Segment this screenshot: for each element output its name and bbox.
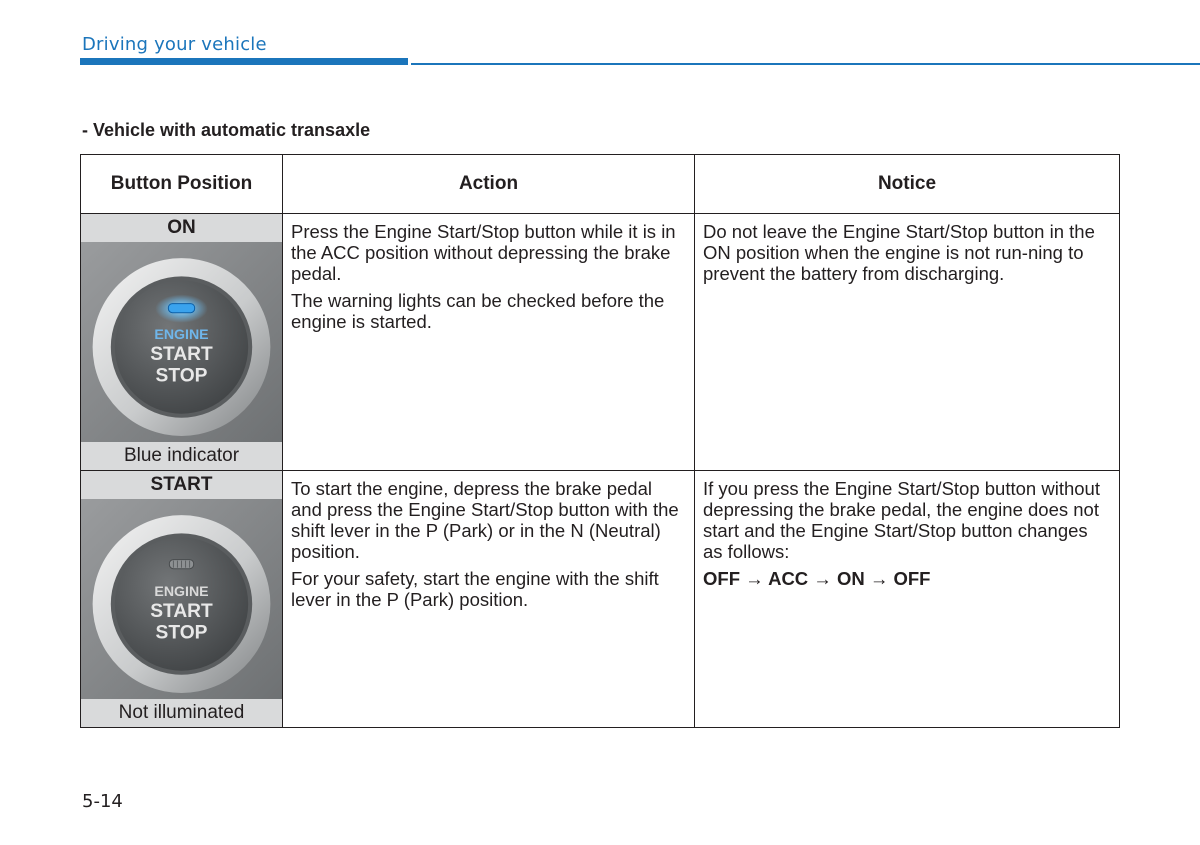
action-paragraph: To start the engine, depress the brake pedal and press the Engine Start/Stop button with the shift lever in the P (Park) or in the N (Neutral) position.	[291, 478, 679, 562]
svg-text:START: START	[150, 601, 213, 623]
svg-text:ENGINE: ENGINE	[154, 325, 209, 342]
engine-start-stop-button-image	[81, 499, 282, 699]
notice-cell	[695, 471, 1120, 728]
blue-indicator-icon	[168, 304, 194, 313]
engine-start-stop-button-image	[81, 242, 282, 442]
action-cell	[283, 471, 695, 728]
column-header-button-position: Button Position	[81, 155, 283, 214]
position-label: ON	[81, 214, 282, 242]
notice-paragraph: If you press the Engine Start/Stop button without depressing the brake pedal, the engine does not start and the Engine Start/Stop button changes as follows:	[703, 478, 1100, 562]
position-cell	[81, 214, 283, 471]
action-paragraph: For your safety, start the engine with the shift lever in the P (Park) position.	[291, 568, 659, 610]
column-header-action: Action	[283, 155, 695, 214]
action-cell	[283, 214, 695, 471]
position-caption: Not illuminated	[81, 699, 282, 727]
button-position-table	[80, 154, 1120, 728]
notice-paragraph: Do not leave the Engine Start/Stop button in the ON position when the engine is not run-ning to prevent the battery from discharging.	[703, 221, 1095, 284]
svg-text:STOP: STOP	[155, 365, 208, 387]
section-header: Driving your vehicle	[82, 34, 267, 55]
state-sequence: OFF → ACC → ON → OFF	[703, 568, 931, 589]
start-button-illustration	[81, 242, 282, 442]
header-rule-thick	[80, 58, 408, 65]
table-row	[81, 471, 1120, 728]
svg-text:ENGINE: ENGINE	[154, 582, 209, 599]
subtitle: - Vehicle with automatic transaxle	[82, 120, 371, 140]
position-caption: Blue indicator	[81, 442, 282, 470]
table-header-row	[81, 155, 1120, 214]
svg-text:STOP: STOP	[155, 622, 208, 644]
action-paragraph: The warning lights can be checked before the engine is started.	[291, 290, 665, 332]
start-button-illustration	[81, 499, 282, 699]
position-label: START	[81, 471, 282, 499]
page-number: 5-14	[82, 791, 123, 812]
notice-cell	[695, 214, 1120, 471]
header-rule-thin	[411, 63, 1200, 65]
svg-text:START: START	[150, 344, 213, 366]
action-paragraph: Press the Engine Start/Stop button while it is in the ACC position without depressing the brake pedal.	[291, 221, 676, 284]
column-header-notice: Notice	[695, 155, 1120, 214]
position-cell	[81, 471, 283, 728]
table-row	[81, 214, 1120, 471]
